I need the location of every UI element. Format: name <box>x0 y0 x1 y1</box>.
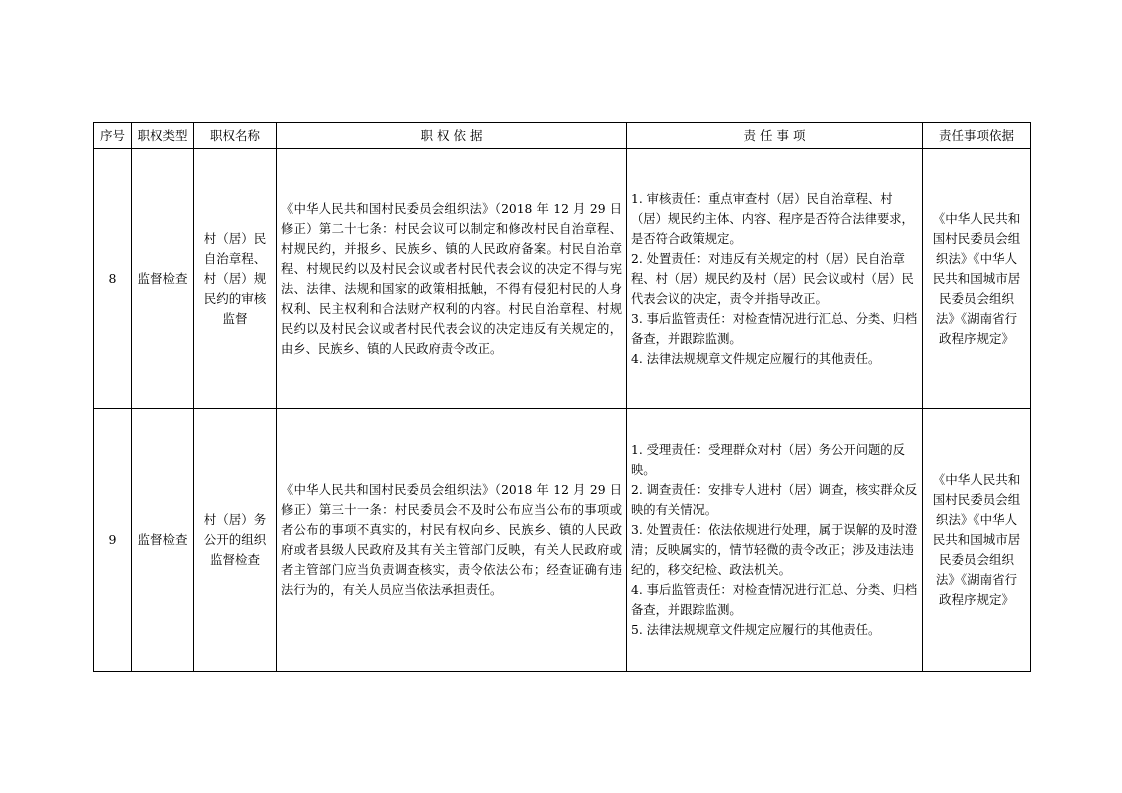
row-power-name: 村（居）务公开的组织监督检查 <box>194 409 277 672</box>
row-seq: 8 <box>94 149 132 409</box>
header-reference: 责任事项依据 <box>923 123 1031 149</box>
responsibility-item: 1. 受理责任：受理群众对村（居）务公开问题的反映。 <box>631 443 905 477</box>
header-basis: 职 权 依 据 <box>277 123 627 149</box>
header-row <box>94 123 1031 149</box>
row-basis: 《中华人民共和国村民委员会组织法》（2018 年 12 月 29 日修正）第二十七条：村民会议可以制定和修改村民自治章程、村规民约，并报乡、民族乡、镇的人民政府备案。村民自治章程、村规民约以及村民会议或者村民代表会议的决定不得与宪法、法律、法规和国家的政策相抵触，不得有侵犯村民的人身权利、民主权利和合法财产权利的内容。村民自治章程、村规民约以及村民会议或者村民代表会议的决定违反有关规定的，由乡、民族乡、镇的人民政府责令改正。 <box>277 149 627 409</box>
responsibility-item: 3. 处置责任：依法依规进行处理，属于误解的及时澄清；反映属实的，情节轻微的责令改正；涉及违法违纪的，移交纪检、政法机关。 <box>631 523 918 577</box>
powers-table <box>93 122 1031 672</box>
row-seq: 9 <box>94 409 132 672</box>
table-row <box>94 149 1031 409</box>
header-name: 职权名称 <box>194 123 277 149</box>
responsibility-item: 2. 调查责任：安排专人进村（居）调查，核实群众反映的有关情况。 <box>631 483 918 517</box>
row-reference: 《中华人民共和国村民委员会组织法》《中华人民共和国城市居民委员会组织法》《湖南省行政程序规定》 <box>923 409 1031 672</box>
header-type: 职权类型 <box>132 123 194 149</box>
responsibility-item: 1. 审核责任：重点审查村（居）民自治章程、村（居）规民约主体、内容、程序是否符合法律要求，是否符合政策规定。 <box>631 191 914 246</box>
responsibility-item: 5. 法律法规规章文件规定应履行的其他责任。 <box>631 623 881 637</box>
row-basis: 《中华人民共和国村民委员会组织法》（2018 年 12 月 29 日修正）第三十一条：村民委员会不及时公布应当公布的事项或者公布的事项不真实的，村民有权向乡、民族乡、镇的人民政府或者县级人民政府及其有关主管部门反映，有关人民政府或者主管部门应当负责调查核实，责令依法公布；经查证确有违法行为的，有关人员应当依法承担责任。 <box>277 409 627 672</box>
row-power-name: 村（居）民自治章程、村（居）规民约的审核监督 <box>194 149 277 409</box>
row-type: 监督检查 <box>132 149 194 409</box>
responsibility-item: 2. 处置责任：对违反有关规定的村（居）民自治章程、村（居）规民约及村（居）民会议或村（居）民代表会议的决定，责令并指导改正。 <box>631 251 914 306</box>
table-row <box>94 409 1031 672</box>
responsibility-item: 3. 事后监管责任：对检查情况进行汇总、分类、归档备查，并跟踪监测。 <box>631 311 918 346</box>
header-responsibility: 责 任 事 项 <box>627 123 923 149</box>
row-responsibilities <box>627 149 923 409</box>
responsibility-item: 4. 法律法规规章文件规定应履行的其他责任。 <box>631 351 881 366</box>
row-reference: 《中华人民共和国村民委员会组织法》《中华人民共和国城市居民委员会组织法》《湖南省行政程序规定》 <box>923 149 1031 409</box>
row-type: 监督检查 <box>132 409 194 672</box>
row-responsibilities <box>627 409 923 672</box>
responsibility-item: 4. 事后监管责任：对检查情况进行汇总、分类、归档备查，并跟踪监测。 <box>631 583 918 617</box>
header-seq: 序号 <box>94 123 132 149</box>
